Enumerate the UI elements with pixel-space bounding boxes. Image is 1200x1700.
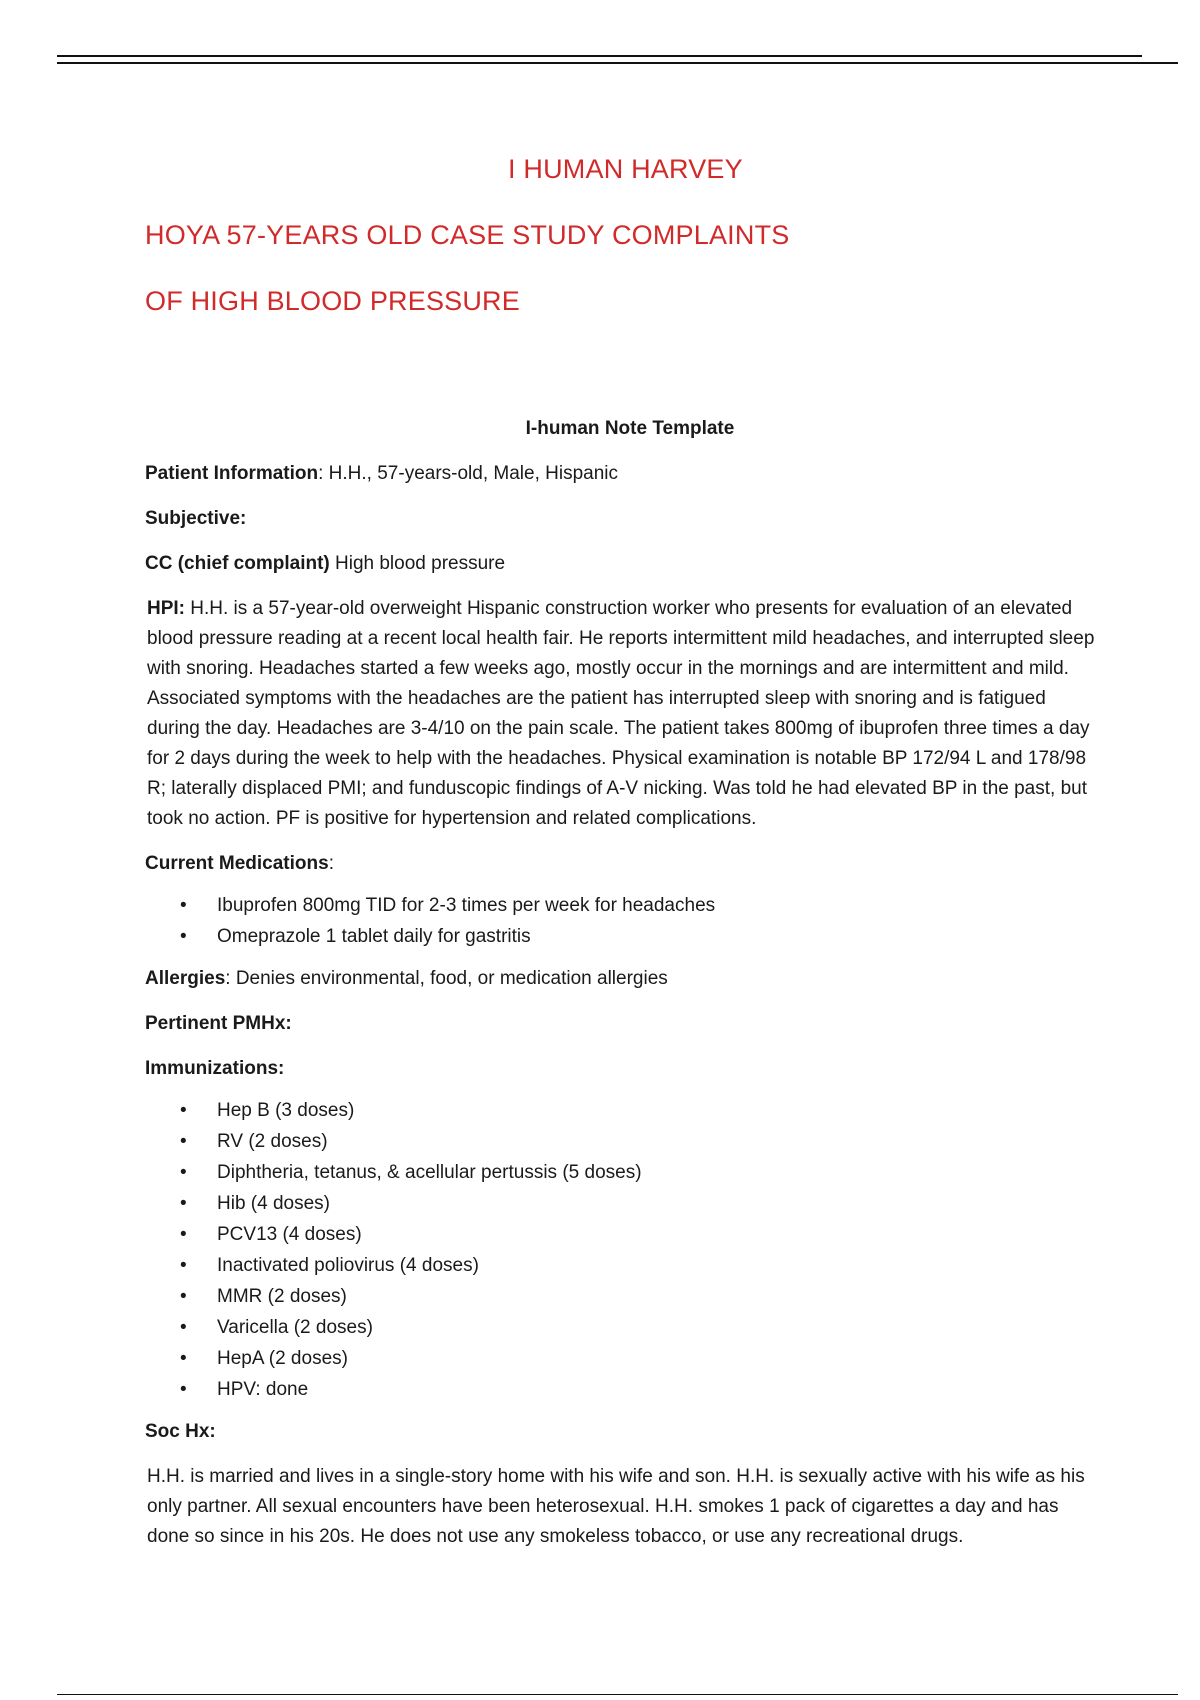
top-rule-double <box>57 62 1178 64</box>
document-title: I HUMAN HARVEY <box>508 154 743 184</box>
document-subtitle-line-2: OF HIGH BLOOD PRESSURE <box>145 286 520 316</box>
immunization-item: • PCV13 (4 doses) <box>145 1219 1085 1250</box>
soc-hx-text: H.H. is married and lives in a single-story home with his wife and son. H.H. is sexually active with his wife as his only partner. All sexual encounters have been heterosexual. H.H. smokes 1 pack of cigarettes a day and has done so since in his 20s. He does not use any smokeless tobacco, or use any recreational drugs. <box>147 1466 1085 1547</box>
immunization-item: • HepA (2 doses) <box>145 1343 1085 1374</box>
patient-information <box>145 459 1085 489</box>
soc-hx-label: Soc Hx: <box>145 1421 216 1442</box>
medication-item: • Omeprazole 1 tablet daily for gastritis <box>145 921 1085 952</box>
note-body <box>145 414 1095 1567</box>
pertinent-pmhx-label: Pertinent PMHx: <box>145 1013 292 1034</box>
current-medications-colon: : <box>328 853 334 874</box>
document-subtitle-line-1: HOYA 57-YEARS OLD CASE STUDY COMPLAINTS <box>145 220 790 250</box>
immunizations-label: Immunizations: <box>145 1058 285 1079</box>
allergies-value: : Denies environmental, food, or medication allergies <box>225 968 668 989</box>
hpi-text: H.H. is a 57-year-old overweight Hispanic construction worker who presents for evaluation of an elevated blood pressure reading at a recent local health fair. He reports intermittent mild headaches, and interrupted sleep with snoring. Headaches started a few weeks ago, mostly occur in the mornings and are intermittent and mild. Associated symptoms with the headaches are the patient has interrupted sleep with snoring and is fatigued during the day. Headaches are 3-4/10 on the pain scale. The patient takes 800mg of ibuprofen three times a day for 2 days during the week to help with the headaches. Physical examination is notable BP 172/94 L and 178/98 R; laterally displaced PMI; and funduscopic findings of A-V nicking. Was told he had elevated BP in the past, but took no action. PF is positive for hypertension and related complications. <box>147 598 1095 829</box>
subjective-label: Subjective: <box>145 508 247 529</box>
medication-item: • Ibuprofen 800mg TID for 2-3 times per week for headaches <box>145 890 1085 921</box>
hpi-label: HPI: <box>147 598 185 619</box>
allergies <box>145 964 1085 994</box>
immunization-item: • RV (2 doses) <box>145 1126 1085 1157</box>
medication-list <box>145 890 1085 952</box>
chief-complaint-label: CC (chief complaint) <box>145 553 330 574</box>
immunization-item: • Diphtheria, tetanus, & acellular pertussis (5 doses) <box>145 1157 1085 1188</box>
patient-information-value: : H.H., 57-years-old, Male, Hispanic <box>318 463 619 484</box>
chief-complaint <box>145 549 1085 579</box>
immunization-item: • HPV: done <box>145 1374 1085 1405</box>
note-heading: I-human Note Template <box>525 418 735 439</box>
immunization-list <box>145 1095 1085 1405</box>
immunization-item: • Hep B (3 doses) <box>145 1095 1085 1126</box>
immunization-item: • Hib (4 doses) <box>145 1188 1085 1219</box>
top-rule <box>57 55 1142 57</box>
immunization-item: • MMR (2 doses) <box>145 1281 1085 1312</box>
current-medications-label: Current Medications <box>145 853 329 874</box>
immunization-item: • Inactivated poliovirus (4 doses) <box>145 1250 1085 1281</box>
patient-information-label: Patient Information <box>145 463 319 484</box>
hpi-paragraph <box>145 594 1097 834</box>
chief-complaint-value: High blood pressure <box>329 553 506 574</box>
current-medications <box>145 849 1085 879</box>
allergies-label: Allergies <box>145 968 226 989</box>
immunization-item: • Varicella (2 doses) <box>145 1312 1085 1343</box>
bottom-rule <box>57 1694 1178 1695</box>
